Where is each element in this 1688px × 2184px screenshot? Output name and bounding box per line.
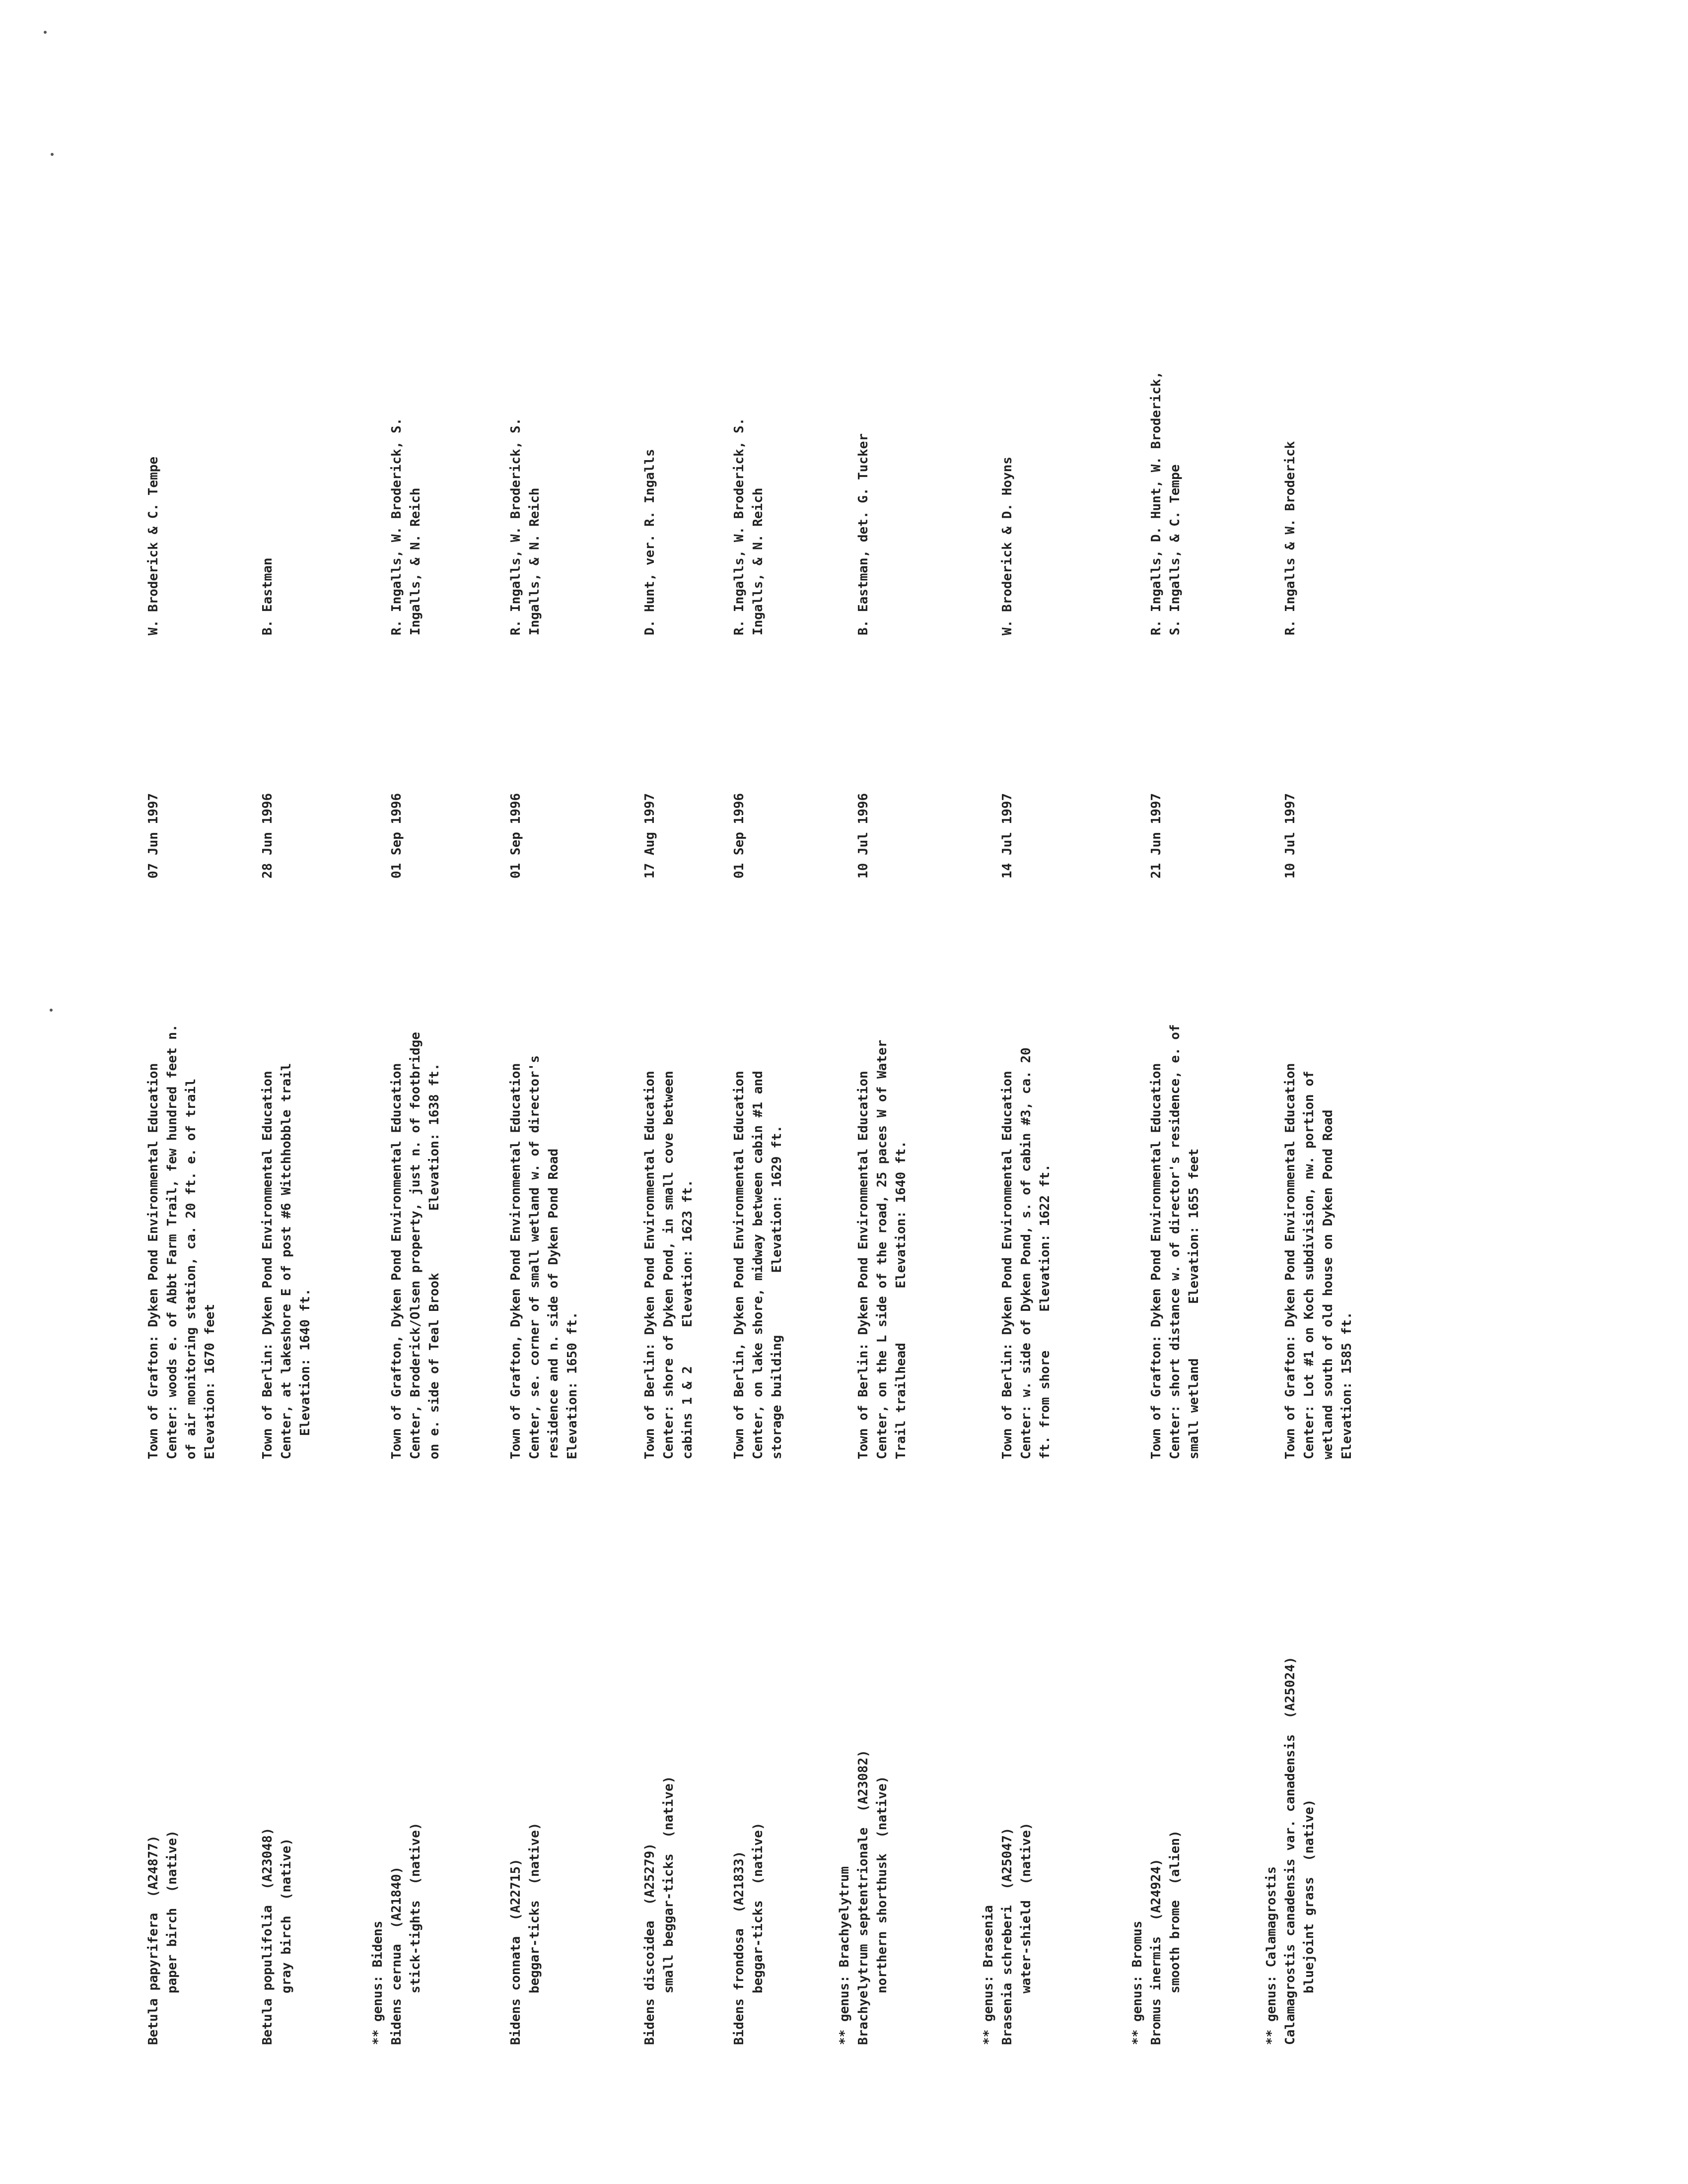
species-name: Bidens frondosa (A21833) xyxy=(732,1850,747,2045)
genus-header: ** genus: Bidens xyxy=(370,1920,385,2045)
location-line: Town of Grafton: Dyken Pond Environmental Education xyxy=(146,1063,161,1459)
location-line: of air monitoring station, ca. 20 ft. e. of trail xyxy=(184,1078,199,1459)
location-line: residence and n. side of Dyken Pond Road xyxy=(546,1148,561,1459)
collection-date: 01 Sep 1996 xyxy=(389,793,404,879)
common-name: gray birch (native) xyxy=(279,1838,294,1993)
collector-cell xyxy=(730,258,768,635)
species-name: Calamagrostis canadensis var. canadensis (A25024) xyxy=(1283,1656,1298,2045)
collector-cell xyxy=(854,258,873,635)
common-name: smooth brome (alien) xyxy=(1168,1830,1183,1993)
location-line: Elevation: 1585 ft. xyxy=(1339,1311,1354,1459)
collector-line: R. Ingalls, D. Hunt, W. Broderick, xyxy=(1149,371,1164,635)
species-cell xyxy=(979,1598,1036,2045)
collection-date: 07 Jun 1997 xyxy=(146,793,161,879)
common-name: beggar-ticks (native) xyxy=(751,1822,766,1993)
location-line: Town of Grafton: Dyken Pond Environmental Education xyxy=(1283,1063,1298,1459)
species-name: Brachyelytrum septentrionale (A23082) xyxy=(856,1750,871,2045)
collector-cell xyxy=(640,258,659,635)
location-line: Center: woods e. of Abbt Farm Trail, few hundred feet n. xyxy=(165,1024,180,1459)
location-line: Elevation: 1640 ft. xyxy=(298,1288,313,1459)
location-cell xyxy=(1147,933,1203,1459)
location-line: Elevation: 1670 feet xyxy=(203,1303,217,1459)
collection-date: 01 Sep 1996 xyxy=(732,793,747,879)
species-cell xyxy=(1262,1598,1319,2045)
collector-line: Ingalls, & N. Reich xyxy=(408,487,423,635)
location-line: Town of Grafton, Dyken Pond Environmental Education xyxy=(389,1063,404,1459)
location-line: small wetland Elevation: 1655 feet xyxy=(1187,1148,1201,1459)
collector-line: R. Ingalls, W. Broderick, S. xyxy=(389,417,404,635)
genus-header: ** genus: Brasenia xyxy=(981,1905,996,2045)
collector-line: B. Eastman, det. G. Tucker xyxy=(856,433,871,635)
location-cell xyxy=(387,933,444,1459)
location-line: Town of Berlin: Dyken Pond Environmental Education xyxy=(260,1071,275,1459)
species-cell xyxy=(368,1598,425,2045)
common-name: water-shield (native) xyxy=(1019,1822,1034,1993)
species-cell xyxy=(730,1598,768,2045)
common-name: bluejoint grass (native) xyxy=(1302,1799,1317,1993)
location-line: on e. side of Teal Brook Elevation: 1638 ft. xyxy=(427,1063,442,1459)
location-cell xyxy=(258,933,315,1459)
collection-date: 14 Jul 1997 xyxy=(1000,793,1015,879)
species-name: Bidens connata (A22715) xyxy=(508,1858,523,2045)
location-line: wetland south of old house on Dyken Pond Road xyxy=(1321,1109,1336,1459)
location-line: Center, se. corner of small wetland w. of director's xyxy=(527,1055,542,1459)
species-name: Betula papyrifera (A24877) xyxy=(146,1835,161,2045)
location-cell xyxy=(854,933,911,1459)
location-line: Center, on the L side of the road, 25 paces W of Water xyxy=(875,1039,890,1459)
species-cell xyxy=(1128,1598,1185,2045)
location-line: Town of Grafton, Dyken Pond Environmental Education xyxy=(508,1063,523,1459)
collector-line: Ingalls, & N. Reich xyxy=(527,487,542,635)
common-name: northern shorthusk (native) xyxy=(875,1775,890,1993)
location-line: Center, at lakeshore E of post #6 Witchhobble trail xyxy=(279,1063,294,1459)
common-name: paper birch (native) xyxy=(165,1830,180,1993)
location-cell xyxy=(506,933,582,1459)
collector-line: Ingalls, & N. Reich xyxy=(751,487,766,635)
collector-line: R. Ingalls & W. Broderick xyxy=(1283,441,1298,635)
collector-line: R. Ingalls, W. Broderick, S. xyxy=(732,417,747,635)
common-name: beggar-ticks (native) xyxy=(527,1822,542,1993)
collector-cell xyxy=(1281,258,1300,635)
collection-date: 10 Jul 1997 xyxy=(1283,793,1298,879)
species-cell xyxy=(640,1598,678,2045)
collector-line: W. Broderick & C. Tempe xyxy=(146,456,161,635)
species-name: Brasenia schreberi (A25047) xyxy=(1000,1827,1015,2045)
collector-cell xyxy=(387,258,425,635)
collector-line: W. Broderick & D. Hoyns xyxy=(1000,456,1015,635)
collector-cell xyxy=(506,258,544,635)
species-name: Bidens cernua (A21840) xyxy=(389,1866,404,2045)
genus-header: ** genus: Brachyelytrum xyxy=(837,1866,852,2045)
location-line: cabins 1 & 2 Elevation: 1623 ft. xyxy=(680,1179,695,1459)
location-cell xyxy=(144,933,219,1459)
location-line: Center, Broderick/Olsen property, just n. of footbridge xyxy=(408,1032,423,1459)
common-name: stick-tights (native) xyxy=(408,1822,423,1993)
collection-date: 17 Aug 1997 xyxy=(642,793,657,879)
location-cell xyxy=(640,933,697,1459)
location-line: ft. from shore Elevation: 1622 ft. xyxy=(1038,1164,1053,1459)
location-cell xyxy=(730,933,786,1459)
species-name: Betula populifolia (A23048) xyxy=(260,1827,275,2045)
location-line: Center: Lot #1 on Koch subdivision, nw. portion of xyxy=(1302,1071,1317,1459)
species-cell xyxy=(506,1598,544,2045)
location-cell xyxy=(1281,933,1356,1459)
collector-cell xyxy=(258,258,277,635)
species-cell xyxy=(258,1598,296,2045)
collector-line: S. Ingalls, & C. Tempe xyxy=(1168,464,1183,635)
genus-header: ** genus: Calamagrostis xyxy=(1264,1866,1279,2045)
collector-line: R. Ingalls, W. Broderick, S. xyxy=(508,417,523,635)
location-line: Elevation: 1650 ft. xyxy=(565,1311,580,1459)
location-line: Center: w. side of Dyken Pond, s. of cabin #3, ca. 20 xyxy=(1019,1047,1034,1459)
species-cell xyxy=(835,1598,892,2045)
location-line: Town of Berlin: Dyken Pond Environmental Education xyxy=(1000,1071,1015,1459)
location-cell xyxy=(998,933,1055,1459)
collector-cell xyxy=(998,258,1017,635)
species-name: Bromus inermis (A24924) xyxy=(1149,1858,1164,2045)
collector-line: D. Hunt, ver. R. Ingalls xyxy=(642,449,657,635)
collection-date: 21 Jun 1997 xyxy=(1149,793,1164,879)
location-line: Center: short distance w. of director's residence, e. of xyxy=(1168,1024,1183,1459)
location-line: storage building Elevation: 1629 ft. xyxy=(770,1125,784,1459)
location-line: Town of Berlin: Dyken Pond Environmental Education xyxy=(856,1071,871,1459)
genus-header: ** genus: Bromus xyxy=(1130,1920,1145,2045)
collector-cell xyxy=(1147,258,1185,635)
collector-line: B. Eastman xyxy=(260,557,275,635)
location-line: Center: shore of Dyken Pond, in small cove between xyxy=(661,1071,676,1459)
location-line: Town of Grafton: Dyken Pond Environmental Education xyxy=(1149,1063,1164,1459)
location-line: Town of Berlin: Dyken Pond Environmental Education xyxy=(642,1071,657,1459)
species-cell xyxy=(144,1598,182,2045)
collection-date: 28 Jun 1996 xyxy=(260,793,275,879)
collection-date: 01 Sep 1996 xyxy=(508,793,523,879)
species-name: Bidens discoidea (A25279) xyxy=(642,1843,657,2045)
collector-cell xyxy=(144,258,163,635)
common-name: small beggar-ticks (native) xyxy=(661,1775,676,1993)
location-line: Town of Berlin, Dyken Pond Environmental Education xyxy=(732,1071,747,1459)
location-line: Trail trailhead Elevation: 1640 ft. xyxy=(894,1141,909,1459)
location-line: Center, on lake shore, midway between cabin #1 and xyxy=(751,1071,766,1459)
collection-date: 10 Jul 1996 xyxy=(856,793,871,879)
